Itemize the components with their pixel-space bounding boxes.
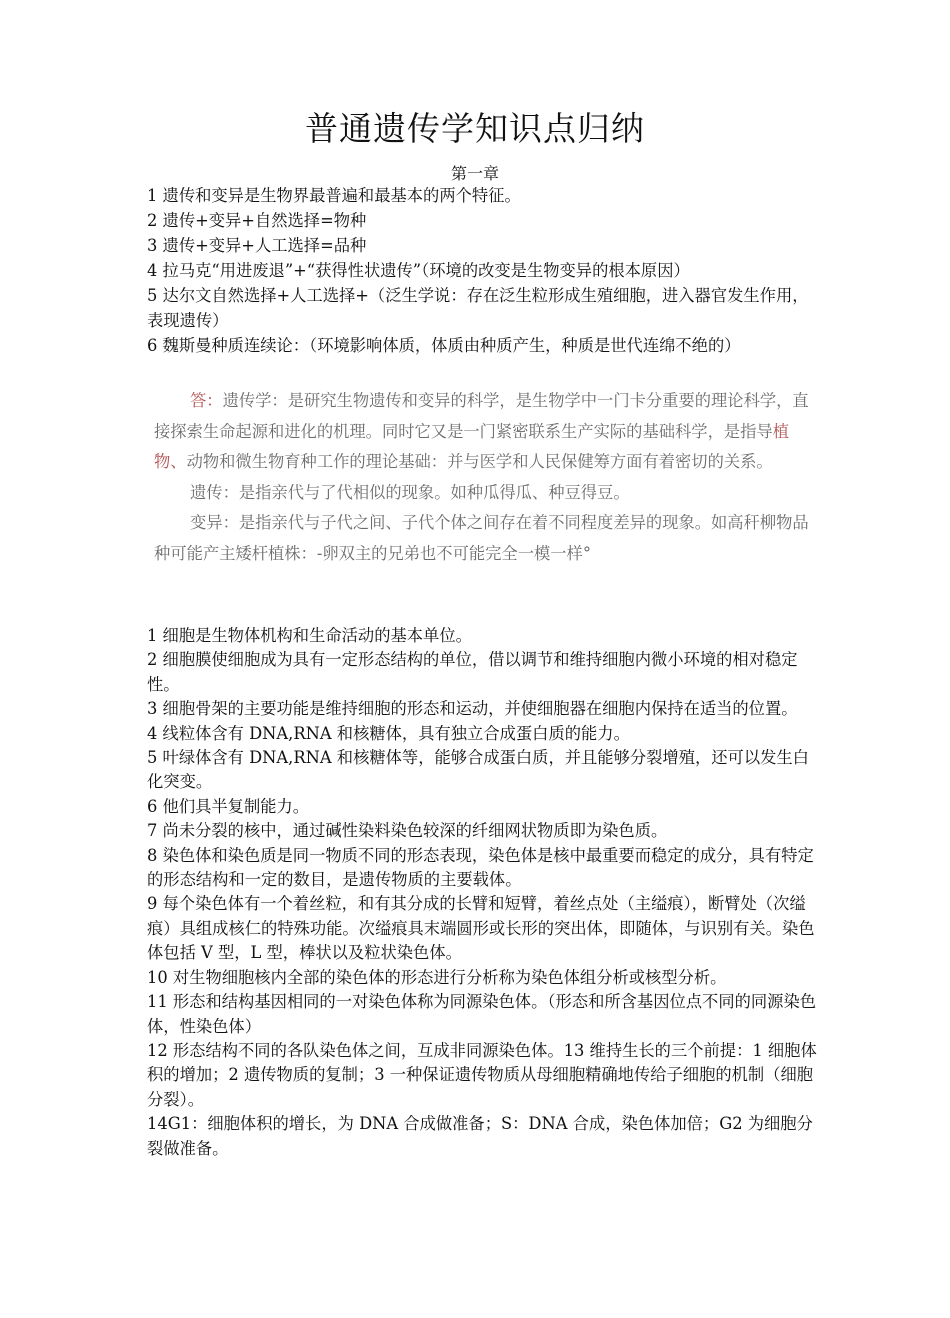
list-item: 7 尚未分裂的核中，通过碱性染料染色较深的纤细网状物质即为染色质。 xyxy=(147,821,668,841)
list-item: 9 每个染色体有一个着丝粒，和有其分成的长臂和短臂，着丝点处（主缢痕），断臂处（次缢痕）具组成核仁的特殊功能。次缢痕具末端圆形或长形的突出体，即随体，与识别有关。染色体包括 V 型，L 型，棒状以及粒状染色体。 xyxy=(147,894,815,963)
list-item: 6 魏斯曼种质连续论：（环境影响体质，体质由种质产生，种质是世代连绵不绝的） xyxy=(147,336,741,355)
list-item: 10 对生物细胞核内全部的染色体的形态进行分析称为染色体组分析或核型分析。 xyxy=(147,967,727,987)
answer-text: 遗传学：是研究生物遗传和变异的科学，是生物学中一门卡分重要的理论科学，直接探索生命起源和进化的机理。同时它又是一门紧密联系生产实际的基础科学，是指导 xyxy=(154,391,809,441)
heredity-paragraph: 遗传：是指亲代与了代相似的现象。如种瓜得瓜、种豆得豆。 xyxy=(190,482,630,502)
list-item: 4 线粒体含有 DNA,RNA 和核糖体，具有独立合成蛋白质的能力。 xyxy=(147,723,630,743)
list-item: 14G1：细胞体积的增长，为 DNA 合成做准备；S：DNA 合成，染色体加倍；G2 为细胞分裂做准备。 xyxy=(147,1114,813,1158)
list-item: 12 形态结构不同的各队染色体之间，互成非同源染色体。13 维持生长的三个前提：1 细胞体积的增加；2 遗传物质的复制；3 一种保证遗传物质从母细胞精确地传给子细胞的机制（细胞分裂）。 xyxy=(147,1040,817,1109)
section-2-list xyxy=(147,624,819,1161)
variation-paragraph: 变异：是指亲代与子代之间、子代个体之间存在着不同程度差异的现象。如高秆柳物品种可能产主矮杆植株：-卵双主的兄弟也不可能完全一模一样° xyxy=(154,513,809,563)
list-item: 5 叶绿体含有 DNA,RNA 和核糖体等，能够合成蛋白质，并且能够分裂增殖，还可以发生白化突变。 xyxy=(147,748,809,792)
list-item: 11 形态和结构基因相同的一对染色体称为同源染色体。（形态和所含基因位点不同的同源染色体，性染色体） xyxy=(147,992,817,1036)
list-item: 3 细胞骨架的主要功能是维持细胞的形态和运动，并使细胞器在细胞内保持在适当的位置。 xyxy=(147,699,798,719)
list-item: 2 遗传+变异+自然选择=物种 xyxy=(147,211,367,230)
list-item: 4 拉马克“用进废退”+“获得性状遗传”（环境的改变是生物变异的根本原因） xyxy=(147,261,690,280)
answer-prefix: 答： xyxy=(190,391,223,410)
list-item: 8 染色体和染色质是同一物质不同的形态表现，染色体是核中最重要而稳定的成分，具有特定的形态结构和一定的数目，是遗传物质的主要载体。 xyxy=(147,845,814,890)
list-item: 1 细胞是生物体机构和生命活动的基本单位。 xyxy=(147,626,472,645)
list-item: 2 细胞膜使细胞成为具有一定形态结构的单位，借以调节和维持细胞内微小环境的相对稳定性。 xyxy=(147,650,798,694)
answer-highlight: 植物、 xyxy=(154,421,789,471)
answer-paragraph xyxy=(154,386,814,478)
document-title: 普通遗传学知识点归纳 xyxy=(305,109,645,148)
list-item: 6 他们具半复制能力。 xyxy=(147,796,310,816)
answer-block xyxy=(154,386,814,569)
list-item: 3 遗传+变异+人工选择=品种 xyxy=(147,236,367,255)
answer-text: 动物和微生物育种工作的理论基础：并与医学和人民保健筹方面有着密切的关系。 xyxy=(186,452,773,471)
list-item: 1 遗传和变异是生物界最普遍和最基本的两个特征。 xyxy=(147,186,521,205)
list-item: 5 达尔文自然选择+人工选择+（泛生学说：存在泛生粒形成生殖细胞，进入器官发生作用，表现遗传） xyxy=(147,286,809,330)
section-1-list xyxy=(147,183,819,358)
chapter-heading: 第一章 xyxy=(450,164,499,183)
